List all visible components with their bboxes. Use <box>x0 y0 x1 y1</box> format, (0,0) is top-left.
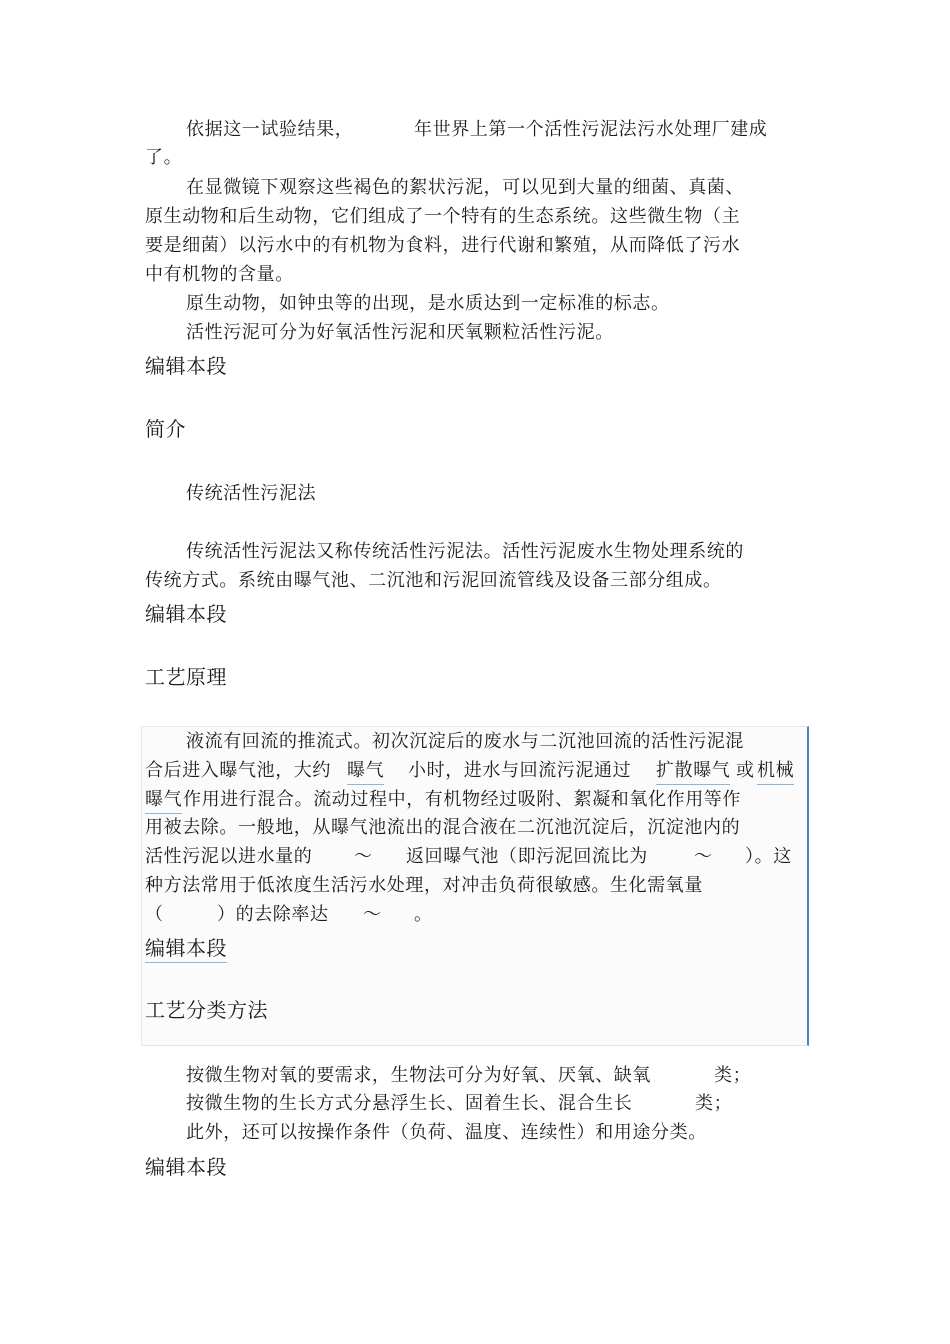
principle-line-7a: （ <box>145 904 164 925</box>
paragraph-3: 原生动物，如钟虫等的出现，是水质达到一定标准的标志。 <box>186 293 670 314</box>
paragraph-2-line-4: 中有机物的含量。 <box>145 264 294 285</box>
principle-line-5a: 活性污泥以进水量的 <box>145 846 313 867</box>
edit-section-link[interactable]: 编辑本段 <box>145 935 227 963</box>
classify-line-1a: 按微生物对氧的要需求，生物法可分为好氧、厌氧、缺氧 <box>186 1065 651 1086</box>
principle-line-3: 作用进行混合。流动过程中，有机物经过吸附、絮凝和氧化作用等作 <box>183 789 741 810</box>
principle-line-4: 用被去除。一般地，从曝气池流出的混合液在二沉池沉淀后，沉淀池内的 <box>145 817 741 838</box>
principle-line-7-tilde: ～ <box>363 904 382 925</box>
mechanical-aeration-link[interactable]: 曝气 <box>145 788 182 814</box>
section-title-classify: 工艺分类方法 <box>145 998 268 1022</box>
paragraph-1-line-1b: 年世界上第一个活性污泥法污水处理厂建成 <box>414 119 768 140</box>
classify-line-2b: 类； <box>695 1093 733 1114</box>
intro-line-2: 传统方式。系统由曝气池、二沉池和污泥回流管线及设备三部分组成。 <box>145 570 722 591</box>
section-title-intro: 简介 <box>145 417 186 441</box>
classify-line-1b: 类； <box>714 1065 752 1086</box>
paragraph-1-line-1a: 依据这一试验结果， <box>186 119 354 140</box>
edit-section-link[interactable]: 编辑本段 <box>145 354 227 378</box>
principle-line-2c: 或 <box>736 760 755 781</box>
principle-line-5b: 返回曝气池（即污泥回流比为 <box>406 846 648 867</box>
aeration-link[interactable]: 曝气 <box>347 759 384 785</box>
classify-line-3: 此外，还可以按操作条件（负荷、温度、连续性）和用途分类。 <box>186 1122 707 1143</box>
principle-line-6: 种方法常用于低浓度生活污水处理，对冲击负荷很敏感。生化需氧量 <box>145 875 703 896</box>
intro-line-1: 传统活性污泥法又称传统活性污泥法。活性污泥废水生物处理系统的 <box>186 541 744 562</box>
classify-line-2a: 按微生物的生长方式分悬浮生长、固着生长、混合生长 <box>186 1093 633 1114</box>
principle-line-1: 液流有回流的推流式。初次沉淀后的废水与二沉池回流的活性污泥混 <box>186 731 744 752</box>
paragraph-2-line-1: 在显微镜下观察这些褐色的絮状污泥，可以见到大量的细菌、真菌、 <box>186 177 744 198</box>
intro-subtitle: 传统活性污泥法 <box>186 483 317 504</box>
principle-line-5-tilde-2: ～ <box>694 846 713 867</box>
principle-line-5c: ）。这 <box>745 846 792 867</box>
principle-line-2b: 小时，进水与回流污泥通过 <box>408 760 632 781</box>
edit-section-link[interactable]: 编辑本段 <box>145 602 227 626</box>
principle-line-5-tilde: ～ <box>354 846 373 867</box>
paragraph-1-line-2: 了。 <box>145 147 183 168</box>
principle-line-7c: 。 <box>414 904 433 925</box>
diffused-aeration-link[interactable]: 扩散曝气 <box>656 759 730 785</box>
section-title-principle: 工艺原理 <box>145 665 227 689</box>
paragraph-2-line-3: 要是细菌）以污水中的有机物为食料，进行代谢和繁殖，从而降低了污水 <box>145 235 741 256</box>
principle-line-2a: 合后进入曝气池，大约 <box>145 760 331 781</box>
paragraph-2-line-2: 原生动物和后生动物，它们组成了一个特有的生态系统。这些微生物（主 <box>145 206 741 227</box>
edit-section-link[interactable]: 编辑本段 <box>145 1155 227 1179</box>
paragraph-4: 活性污泥可分为好氧活性污泥和厌氧颗粒活性污泥。 <box>186 322 614 343</box>
mechanical-link[interactable]: 机械 <box>757 759 794 785</box>
principle-line-7b: ）的去除率达 <box>217 904 329 925</box>
